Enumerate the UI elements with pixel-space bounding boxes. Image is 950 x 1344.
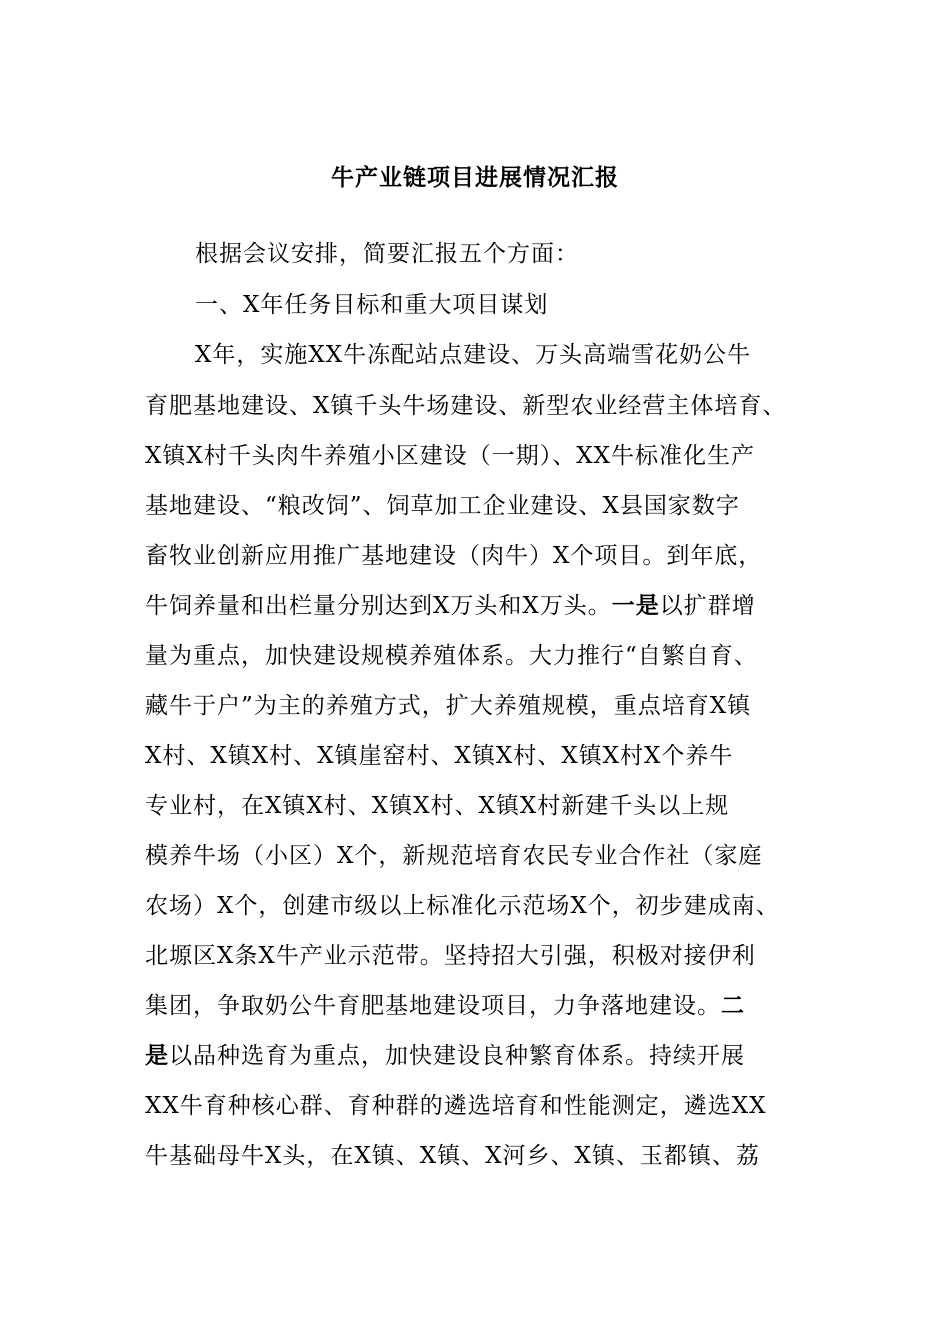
body-line-7: 量为重点，加快建设规模养殖体系。大力推行“自繁自育、 (145, 643, 758, 669)
body-line-17: 牛基础母牛X头，在X镇、X镇、X河乡、X镇、玉都镇、荔 (145, 1143, 760, 1169)
body-line-11: 模养牛场（小区）X个，新规范培育农民专业合作社（家庭 (145, 843, 763, 869)
body-line-9: X村、X镇X村、X镇崖窑村、X镇X村、X镇X村X个养牛 (145, 743, 734, 769)
document-title: 牛产业链项目进展情况汇报 (331, 164, 619, 191)
body-line-4: 基地建设、“粮改饲”、饲草加工企业建设、X县国家数字 (145, 493, 740, 519)
body-line-6 (145, 588, 756, 624)
body-line-5: 畜牧业创新应用推广基地建设（肉牛）X个项目。到年底， (145, 543, 763, 569)
body-line-12: 农场）X个，创建市级以上标准化示范场X个，初步建成南、 (145, 893, 780, 919)
body-line-14-text: 集团，争取奶公牛育肥基地建设项目，力争落地建设。 (145, 993, 721, 1019)
body-line-3: X镇X村千头肉牛养殖小区建设（一期）、XX牛标准化生产 (145, 443, 755, 469)
emphasis-er: 二 (721, 992, 745, 1019)
body-line-15 (145, 1038, 745, 1074)
body-line-13: 北塬区X条X牛产业示范带。坚持招大引强，积极对接伊利 (145, 943, 756, 969)
intro-paragraph: 根据会议安排，简要汇报五个方面： (195, 241, 579, 267)
body-line-16: XX牛育种核心群、育种群的遴选培育和性能测定，遴选XX (145, 1093, 767, 1119)
section-heading-1: 一、X年任务目标和重大项目谋划 (195, 292, 549, 318)
emphasis-yishi: 一是 (611, 592, 660, 619)
body-line-8: 藏牛于户”为主的养殖方式，扩大养殖规模，重点培育X镇 (145, 693, 752, 719)
body-line-14 (145, 988, 745, 1024)
body-line-2: 育肥基地建设、X镇千头牛场建设、新型农业经营主体培育、 (145, 393, 787, 419)
body-line-1: X年，实施XX牛冻配站点建设、万头高端雪花奶公牛 (195, 342, 752, 368)
body-line-10: 专业村，在X镇X村、X镇X村、X镇X村新建千头以上规 (145, 793, 730, 819)
body-line-15-text: 以品种选育为重点，加快建设良种繁育体系。持续开展 (169, 1043, 745, 1069)
body-line-6-text: 牛饲养量和出栏量分别达到X万头和X万头。 (145, 593, 612, 619)
body-line-6-tail: 以扩群增 (659, 593, 756, 619)
emphasis-shi: 是 (145, 1042, 169, 1069)
